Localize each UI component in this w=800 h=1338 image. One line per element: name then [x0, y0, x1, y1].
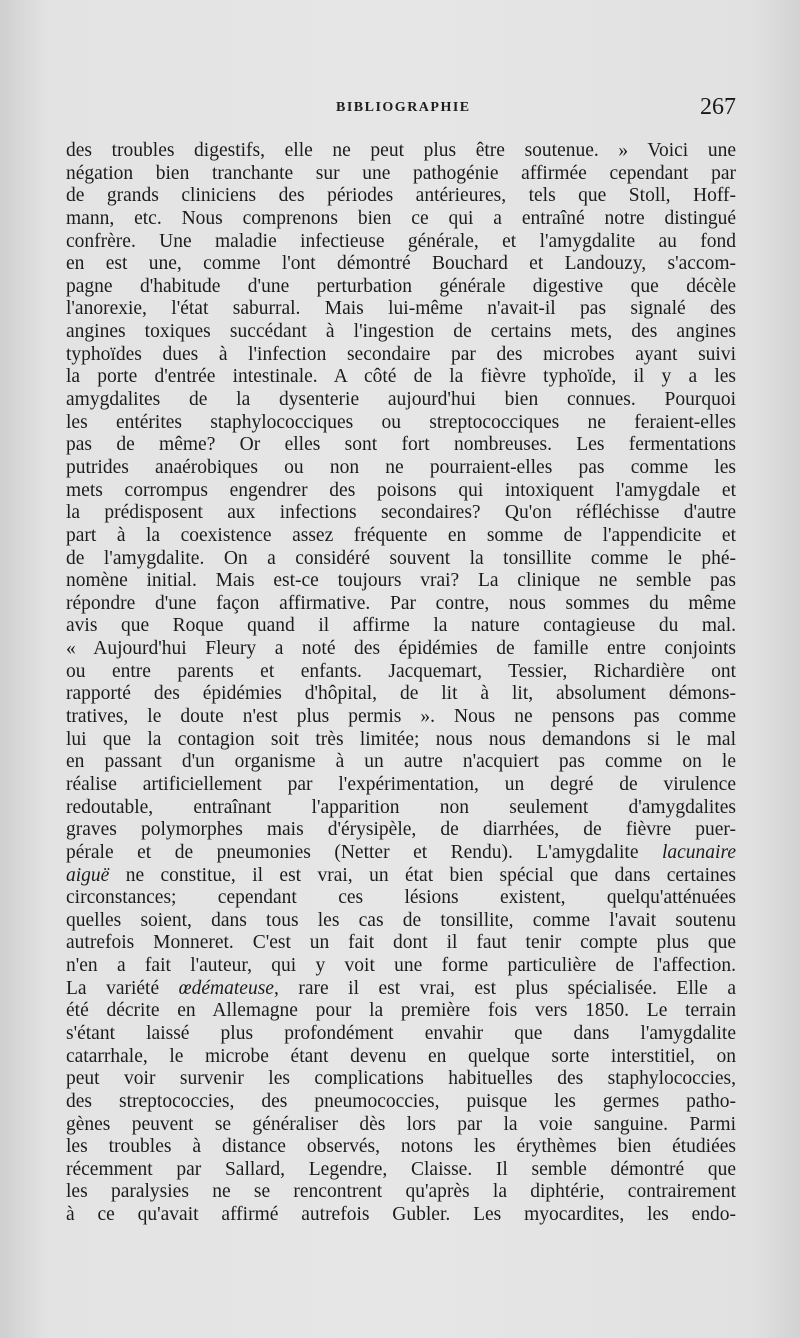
- text-line: mann, etc. Nous comprenons bien ce qui a entraîné notre distingué: [66, 207, 736, 229]
- text-line: répondre d'une façon affirmative. Par contre, nous sommes du même: [66, 592, 736, 614]
- text-line: de grands cliniciens des périodes antérieures, tels que Stoll, Hoff-: [66, 185, 736, 207]
- running-title: BIBLIOGRAPHIE: [336, 100, 471, 115]
- text-line: amygdalites de la dysenterie aujourd'hui bien connues. Pourquoi: [66, 389, 736, 411]
- text-line: catarrhale, le microbe étant devenu en quelque sorte interstitiel, on: [66, 1045, 736, 1067]
- text-line: mets corrompus engendrer des poisons qui intoxiquent l'amygdale et: [66, 479, 736, 501]
- text-line: part à la coexistence assez fréquente en somme de l'appendicite et: [66, 524, 736, 546]
- text-line: récemment par Sallard, Legendre, Claisse. Il semble démontré que: [66, 1158, 736, 1180]
- text-line: les paralysies ne se rencontrent qu'après la diphtérie, contrairement: [66, 1181, 736, 1203]
- text-line: la prédisposent aux infections secondaires? Qu'on réfléchisse d'autre: [66, 502, 736, 524]
- text-line: s'étant laissé plus profondément envahir que dans l'amygdalite: [66, 1022, 736, 1044]
- text-line: « Aujourd'hui Fleury a noté des épidémies de famille entre conjoints: [66, 638, 736, 660]
- text-line: les entérites staphylococciques ou streptococciques ne feraient-elles: [66, 411, 736, 433]
- text-line: pérale et de pneumonies (Netter et Rendu). L'amygdalite lacunaire: [66, 841, 736, 863]
- text-line: typhoïdes dues à l'infection secondaire par des microbes ayant suivi: [66, 343, 736, 365]
- text-line: en passant d'un organisme à un autre n'acquiert pas comme on le: [66, 751, 736, 773]
- text-line: peut voir survenir les complications habituelles des staphylococcies,: [66, 1068, 736, 1090]
- page-number: 267: [700, 94, 736, 120]
- text-line: les troubles à distance observés, notons les érythèmes bien étudiées: [66, 1136, 736, 1158]
- text-line: des troubles digestifs, elle ne peut plus être soutenue. » Voici une: [66, 140, 736, 161]
- text-line: n'en a fait l'auteur, qui y voit une forme particulière de l'affection.: [66, 955, 736, 977]
- text-line: pagne d'habitude d'une perturbation générale digestive que décèle: [66, 275, 736, 297]
- text-line: aiguë ne constitue, il est vrai, un état bien spécial que dans certaines: [66, 864, 736, 886]
- text-line: quelles soient, dans tous les cas de tonsillite, comme l'avait soutenu: [66, 909, 736, 931]
- text-line: graves polymorphes mais d'érysipèle, de diarrhées, de fièvre puer-: [66, 819, 736, 841]
- text-line: redoutable, entraînant l'apparition non seulement d'amygdalites: [66, 796, 736, 818]
- body-text: [66, 140, 736, 1227]
- text-line: en est une, comme l'ont démontré Bouchard et Landouzy, s'accom-: [66, 253, 736, 275]
- text-line: négation bien tranchante sur une pathogénie affirmée cependant par: [66, 162, 736, 184]
- text-line: réalise artificiellement par l'expérimentation, un degré de virulence: [66, 773, 736, 795]
- page-header: [66, 96, 736, 120]
- text-line: l'anorexie, l'état saburral. Mais lui-même n'avait-il pas signalé des: [66, 298, 736, 320]
- text-line: angines toxiques succédant à l'ingestion de certains mets, des angines: [66, 321, 736, 343]
- text-line: des streptococcies, des pneumococcies, puisque les germes patho-: [66, 1090, 736, 1112]
- text-line: confrère. Une maladie infectieuse générale, et l'amygdalite au fond: [66, 230, 736, 252]
- text-line: La variété œdémateuse, rare il est vrai, est plus spécialisée. Elle a: [66, 977, 736, 999]
- text-line: ou entre parents et enfants. Jacquemart, Tessier, Richardière ont: [66, 660, 736, 682]
- text-line: rapporté des épidémies d'hôpital, de lit à lit, absolument démons-: [66, 683, 736, 705]
- text-line: gènes peuvent se généraliser dès lors par la voie sanguine. Parmi: [66, 1113, 736, 1135]
- text-line: de l'amygdalite. On a considéré souvent la tonsillite comme le phé-: [66, 547, 736, 569]
- text-line: putrides anaérobiques ou non ne pourraient-elles pas comme les: [66, 456, 736, 478]
- text-line: avis que Roque quand il affirme la nature contagieuse du mal.: [66, 615, 736, 637]
- text-line: été décrite en Allemagne pour la première fois vers 1850. Le terrain: [66, 1000, 736, 1022]
- text-line: la porte d'entrée intestinale. A côté de la fièvre typhoïde, il y a les: [66, 366, 736, 388]
- text-line: pas de même? Or elles sont fort nombreuses. Les fermentations: [66, 434, 736, 456]
- text-line: circonstances; cependant ces lésions existent, quelqu'atténuées: [66, 887, 736, 909]
- text-line: tratives, le doute n'est plus permis ». Nous ne pensons pas comme: [66, 706, 736, 728]
- text-line: autrefois Monneret. C'est un fait dont il faut tenir compte plus que: [66, 932, 736, 954]
- text-line: à ce qu'avait affirmé autrefois Gubler. Les myocardites, les endo-: [66, 1204, 736, 1226]
- text-line: lui que la contagion soit très limitée; nous nous demandons si le mal: [66, 728, 736, 750]
- text-line: nomène initial. Mais est-ce toujours vrai? La clinique ne semble pas: [66, 570, 736, 592]
